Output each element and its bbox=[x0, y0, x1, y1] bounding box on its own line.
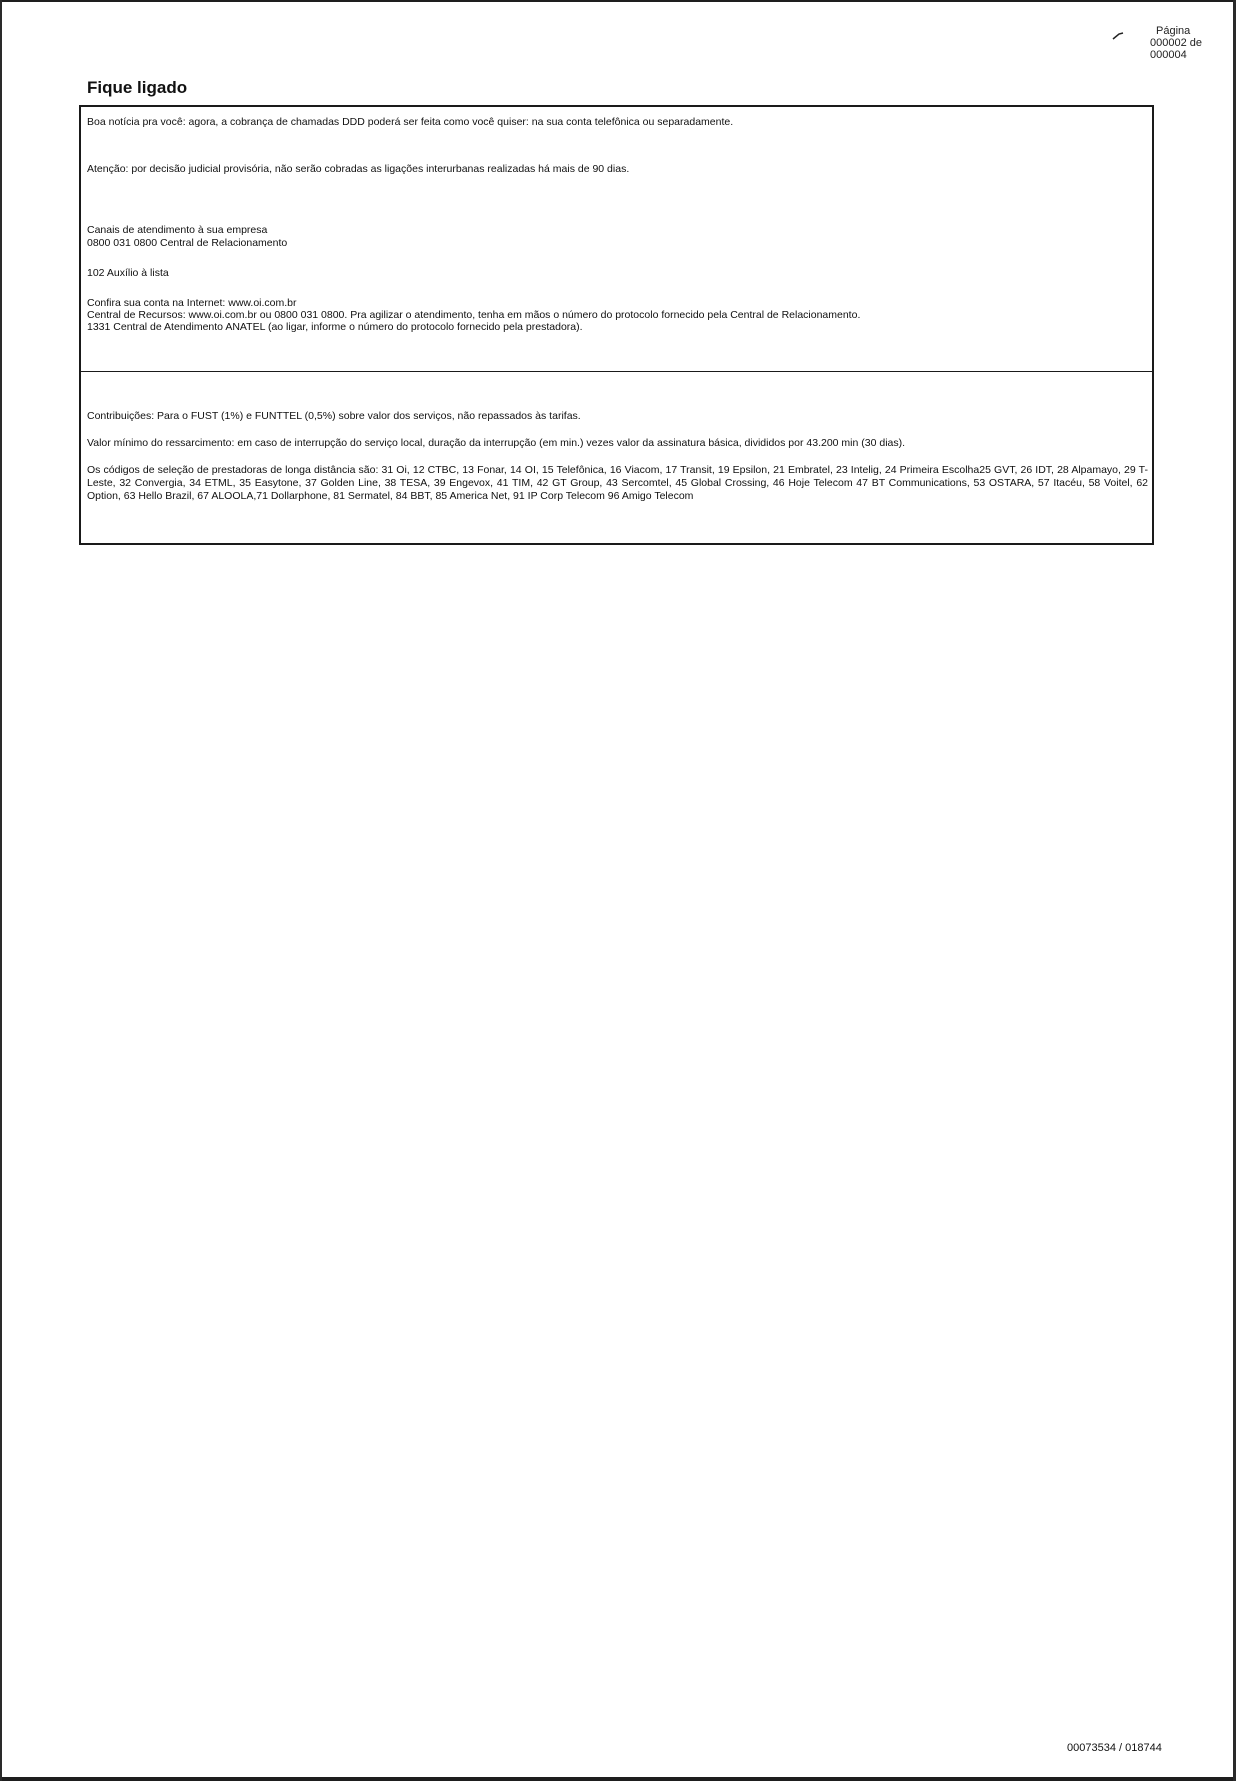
carrier-codes-text: Os códigos de seleção de prestadoras de longa distância são: 31 Oi, 12 CTBC, 13 Fonar, 14 OI, 15 Telefônica, 16 Viacom, 17 Transit, 19 Epsilon, 21 Embratel, 23 Intelig, 24 Primeira Escolha25 GVT, 26 IDT, 28 Alpamayo, 29 T-Leste, 32 Convergia, 34 ETML, 35 Easytone, 37 Golden Line, 38 TESA, 39 Engevox, 41 TIM, 42 GT Group, 43 Sercomtel, 45 Global Crossing, 46 Hoje Telecom 47 BT Communications, 53 OSTARA, 57 Itacéu, 58 Voitel, 62 Option, 63 Hello Brazil, 67 ALOOLA,71 Dollarphone, 81 Sermatel, 84 BBT, 85 America Net, 91 IP Corp Telecom 96 Amigo Telecom bbox=[87, 464, 1148, 502]
info-box-bottom bbox=[79, 371, 1154, 545]
anatel-text: 1331 Central de Atendimento ANATEL (ao ligar, informe o número do protocolo fornecido pela prestadora). bbox=[87, 321, 583, 333]
channels-title: Canais de atendimento à sua empresa bbox=[87, 224, 268, 236]
page-indicator bbox=[1150, 25, 1230, 61]
document-code: 00073534 / 018744 bbox=[1067, 1742, 1162, 1754]
resources-text: Central de Recursos: www.oi.com.br ou 0800 031 0800. Pra agilizar o atendimento, tenha em mãos o número do protocolo fornecido pela Central de Relacionamento. bbox=[87, 309, 861, 321]
page-current: 000002 bbox=[1150, 37, 1187, 49]
scan-mark-icon bbox=[1112, 32, 1124, 40]
page-total: 000004 bbox=[1150, 49, 1187, 61]
refund-text: Valor mínimo do ressarcimento: em caso de interrupção do serviço local, duração da interrupção (em min.) vezes valor da assinatura básica, divididos por 43.200 min (30 dias). bbox=[87, 437, 906, 449]
internet-text: Confira sua conta na Internet: www.oi.com.br bbox=[87, 297, 297, 309]
news-text: Boa notícia pra você: agora, a cobrança de chamadas DDD poderá ser feita como você quiser: na sua conta telefônica ou separadamente. bbox=[87, 116, 734, 128]
scan-edge-top bbox=[0, 0, 1236, 2]
scan-edge-left bbox=[0, 0, 2, 1781]
page-of: de bbox=[1189, 37, 1203, 49]
channel-relacionamento: 0800 031 0800 Central de Relacionamento bbox=[87, 237, 288, 249]
page-label: Página bbox=[1156, 25, 1191, 37]
section-title: Fique ligado bbox=[87, 78, 188, 97]
channel-auxilio-lista: 102 Auxílio à lista bbox=[87, 267, 169, 279]
attention-text: Atenção: por decisão judicial provisória, não serão cobradas as ligações interurbanas realizadas há mais de 90 dias. bbox=[87, 163, 630, 175]
scan-edge-bottom bbox=[0, 1777, 1236, 1781]
contributions-text: Contribuições: Para o FUST (1%) e FUNTTEL (0,5%) sobre valor dos serviços, não repassados às tarifas. bbox=[87, 410, 581, 422]
